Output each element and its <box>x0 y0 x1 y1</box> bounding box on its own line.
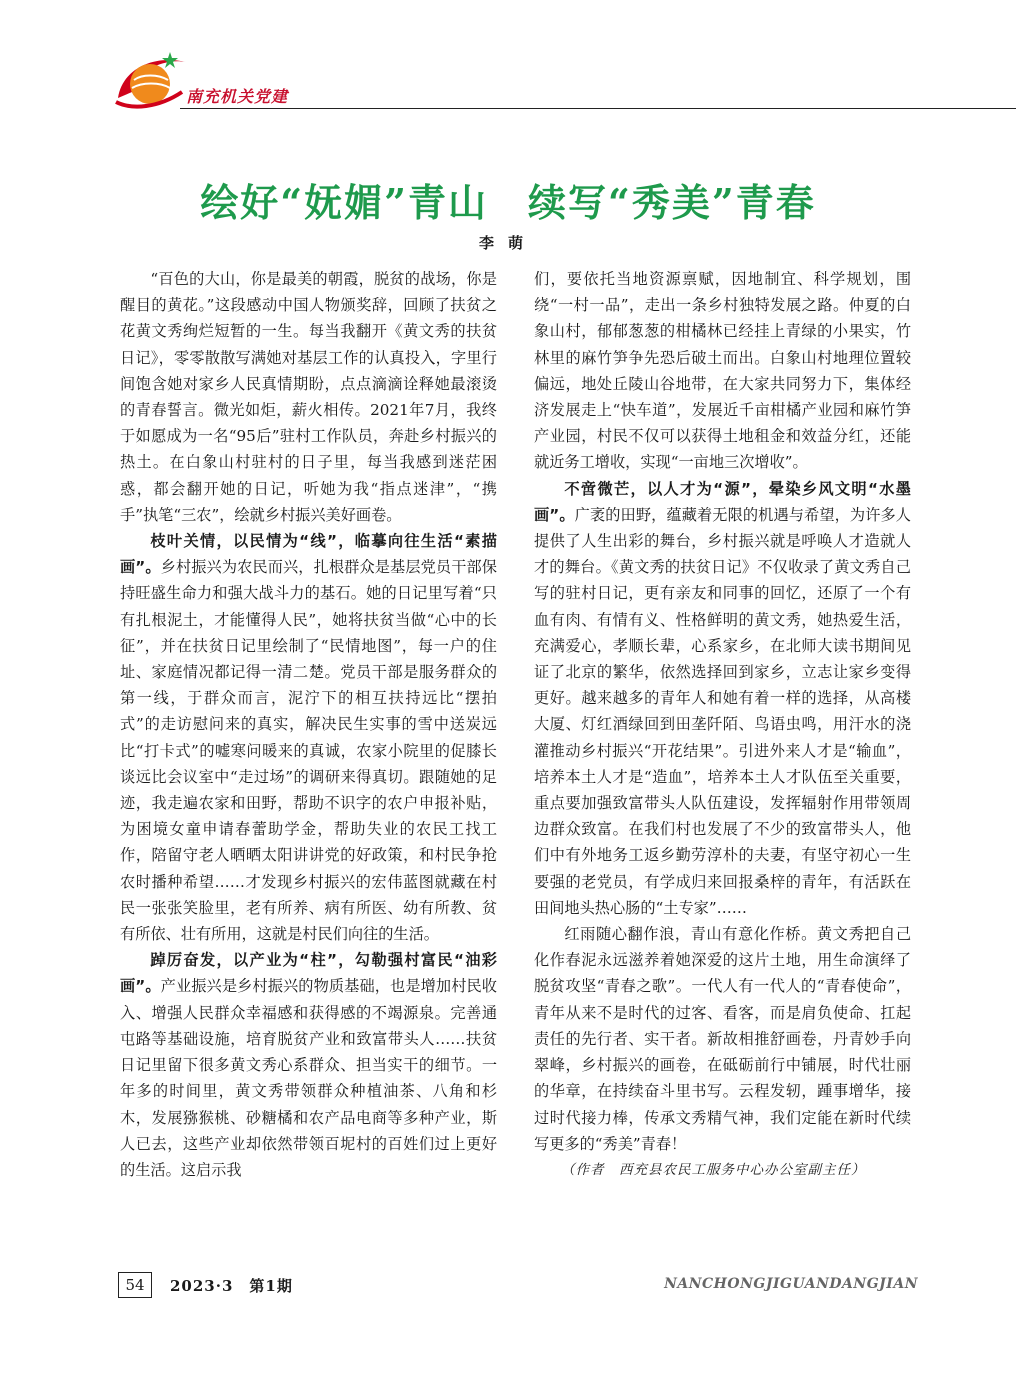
journal-pinyin: NANCHONGJIGUANDANGJIAN <box>664 1276 918 1292</box>
section-heading: 枝叶关情，以民情为“线”，临摹向往生活“素描画”。 <box>120 532 497 577</box>
paragraph <box>120 947 497 1183</box>
header-divider <box>180 108 1016 109</box>
paragraph <box>534 921 911 1157</box>
section-heading: 踔厉奋发，以产业为“柱”，勾勒强村富民“油彩画”。 <box>120 951 497 996</box>
paragraph-text: 产业振兴是乡村振兴的物质基础，也是增加村民收入、增强人民群众幸福感和获得感的不竭源泉。完善通屯路等基础设施，培育脱贫产业和致富带头人……扶贫日记里留下很多黄文秀心系群众、担当实干的细节。一年多的时间里，黄文秀带领群众种植油茶、八角和杉木，发展猕猴桃、砂糖橘和农产品电商等多种产业，斯人已去，这些产业却依然带领百坭村的百姓们过上更好的生活。这启示我 <box>120 977 497 1179</box>
author-byline: （作者 西充县农民工服务中心办公室副主任） <box>561 1161 866 1178</box>
paragraph-text: 广袤的田野，蕴藏着无限的机遇与希望，为许多人提供了人生出彩的舞台，乡村振兴就是呼唤人才造就人才的舞台。《黄文秀的扶贫日记》不仅收录了黄文秀自己写的驻村日记，更有亲友和同事的回忆，还原了一个有血有肉、有情有义、性格鲜明的黄文秀，她热爱生活，充满爱心，孝顺长辈，心系家乡，在北师大读书期间见证了北京的繁华，依然选择回到家乡，立志让家乡变得更好。越来越多的青年人和她有着一样的选择，从高楼大厦、灯红酒绿回到田垄阡陌、鸟语虫鸣，用汗水的浇灌推动乡村振兴“开花结果”。引进外来人才是“输血”，培养本土人才是“造血”，培养本土人才队伍至关重要，重点要加强致富带头人队伍建设，发挥辐射作用带领周边群众致富。在我们村也发展了不少的致富带头人，他们中有外地务工返乡勤劳淳朴的夫妻，有坚守初心一生要强的老党员，有学成归来回报桑梓的青年，有活跃在田间地头热心肠的“土专家”…… <box>534 505 911 917</box>
issue-info: 2023·3 第1期 <box>170 1277 293 1295</box>
paragraph-text: 乡村振兴为农民而兴，扎根群众是基层党员干部保持旺盛生命力和强大战斗力的基石。她的日记里写着“只有扎根泥土，才能懂得人民”，她将扶贫当做“心中的长征”，并在扶贫日记里绘制了“民情地图”，每一户的住址、家庭情况都记得一清二楚。党员干部是服务群众的第一线，于群众而言，泥泞下的相互扶持远比“摆拍式”的走访慰问来的真实，解决民生实事的雪中送炭远比“打卡式”的嘘寒问暖来的真诚，农家小院里的促膝长谈远比会议室中“走过场”的调研来得真切。跟随她的足迹，我走遍农家和田野，帮助不识字的农户申报补贴，为困境女童申请春蕾助学金，帮助失业的农民工找工作，陪留守老人晒晒太阳讲讲党的好政策，和村民争抢农时播种希望……才发现乡村振兴的宏伟蓝图就藏在村民一张张笑脸里，老有所养、病有所医、幼有所教、贫有所依、壮有所用，这就是村民们向往的生活。 <box>120 558 497 944</box>
page-footer <box>118 1272 918 1300</box>
page-header <box>0 0 1016 120</box>
article-title: 绘好“妩媚”青山 续写“秀美”青春 <box>200 180 816 225</box>
paragraph-text: 红雨随心翻作浪，青山有意化作桥。黄文秀把自己化作春泥永远滋养着她深爱的这片土地，用生命演绎了脱贫攻坚“青春之歌”。一代人有一代人的“青春使命”，青年从来不是时代的过客、看客，而是肩负使命、扛起责任的先行者、实干者。新故相推舒画卷，丹青妙手向翠峰，乡村振兴的画卷，在砥砺前行中铺展，时代壮丽的华章，在持续奋斗里书写。云程发轫，踵事增华，接过时代接力棒，传承文秀精气神，我们定能在新时代续写更多的“秀美”青春！ <box>534 925 911 1153</box>
paragraph <box>534 266 911 476</box>
paragraph <box>120 266 497 528</box>
paragraph-text: 们，要依托当地资源禀赋，因地制宜、科学规划，围绕“一村一品”，走出一条乡村独特发展之路。仲夏的白象山村，郁郁葱葱的柑橘林已经挂上青绿的小果实，竹林里的麻竹笋争先恐后破土而出。白象山村地理位置较偏远，地处丘陵山谷地带，在大家共同努力下，集体经济发展走上“快车道”，发展近千亩柑橘产业园和麻竹笋产业园，村民不仅可以获得土地租金和效益分红，还能就近务工增收，实现“一亩地三次增收”。 <box>534 270 911 472</box>
paragraph <box>120 528 497 947</box>
page-number: 54 <box>118 1272 152 1298</box>
paragraph-text: “百色的大山，你是最美的朝霞，脱贫的战场，你是醒目的黄花。”这段感动中国人物颁奖辞，回顾了扶贫之花黄文秀绚烂短暂的一生。每当我翻开《黄文秀的扶贫日记》，零零散散写满她对基层工作的认真投入，字里行间饱含她对家乡人民真情期盼，点点滴滴诠释她最滚烫的青春誓言。微光如炬，薪火相传。2021年7月，我终于如愿成为一名“95后”驻村工作队员，奔赴乡村振兴的热土。在白象山村驻村的日子里，每当我感到迷茫困惑，都会翻开她的日记，听她为我“指点迷津”，“携手”执笔“三农”，绘就乡村振兴美好画卷。 <box>120 270 497 524</box>
brand-name: 南充机关党建 <box>186 87 289 106</box>
left-column <box>120 266 497 1183</box>
paragraph <box>534 476 911 921</box>
section-heading: 不啻微芒，以人才为“源”，晕染乡风文明“水墨画”。 <box>534 479 911 524</box>
party-building-logo-icon <box>112 40 192 112</box>
article-author: 李萌 <box>478 234 537 252</box>
right-column <box>534 266 911 1183</box>
